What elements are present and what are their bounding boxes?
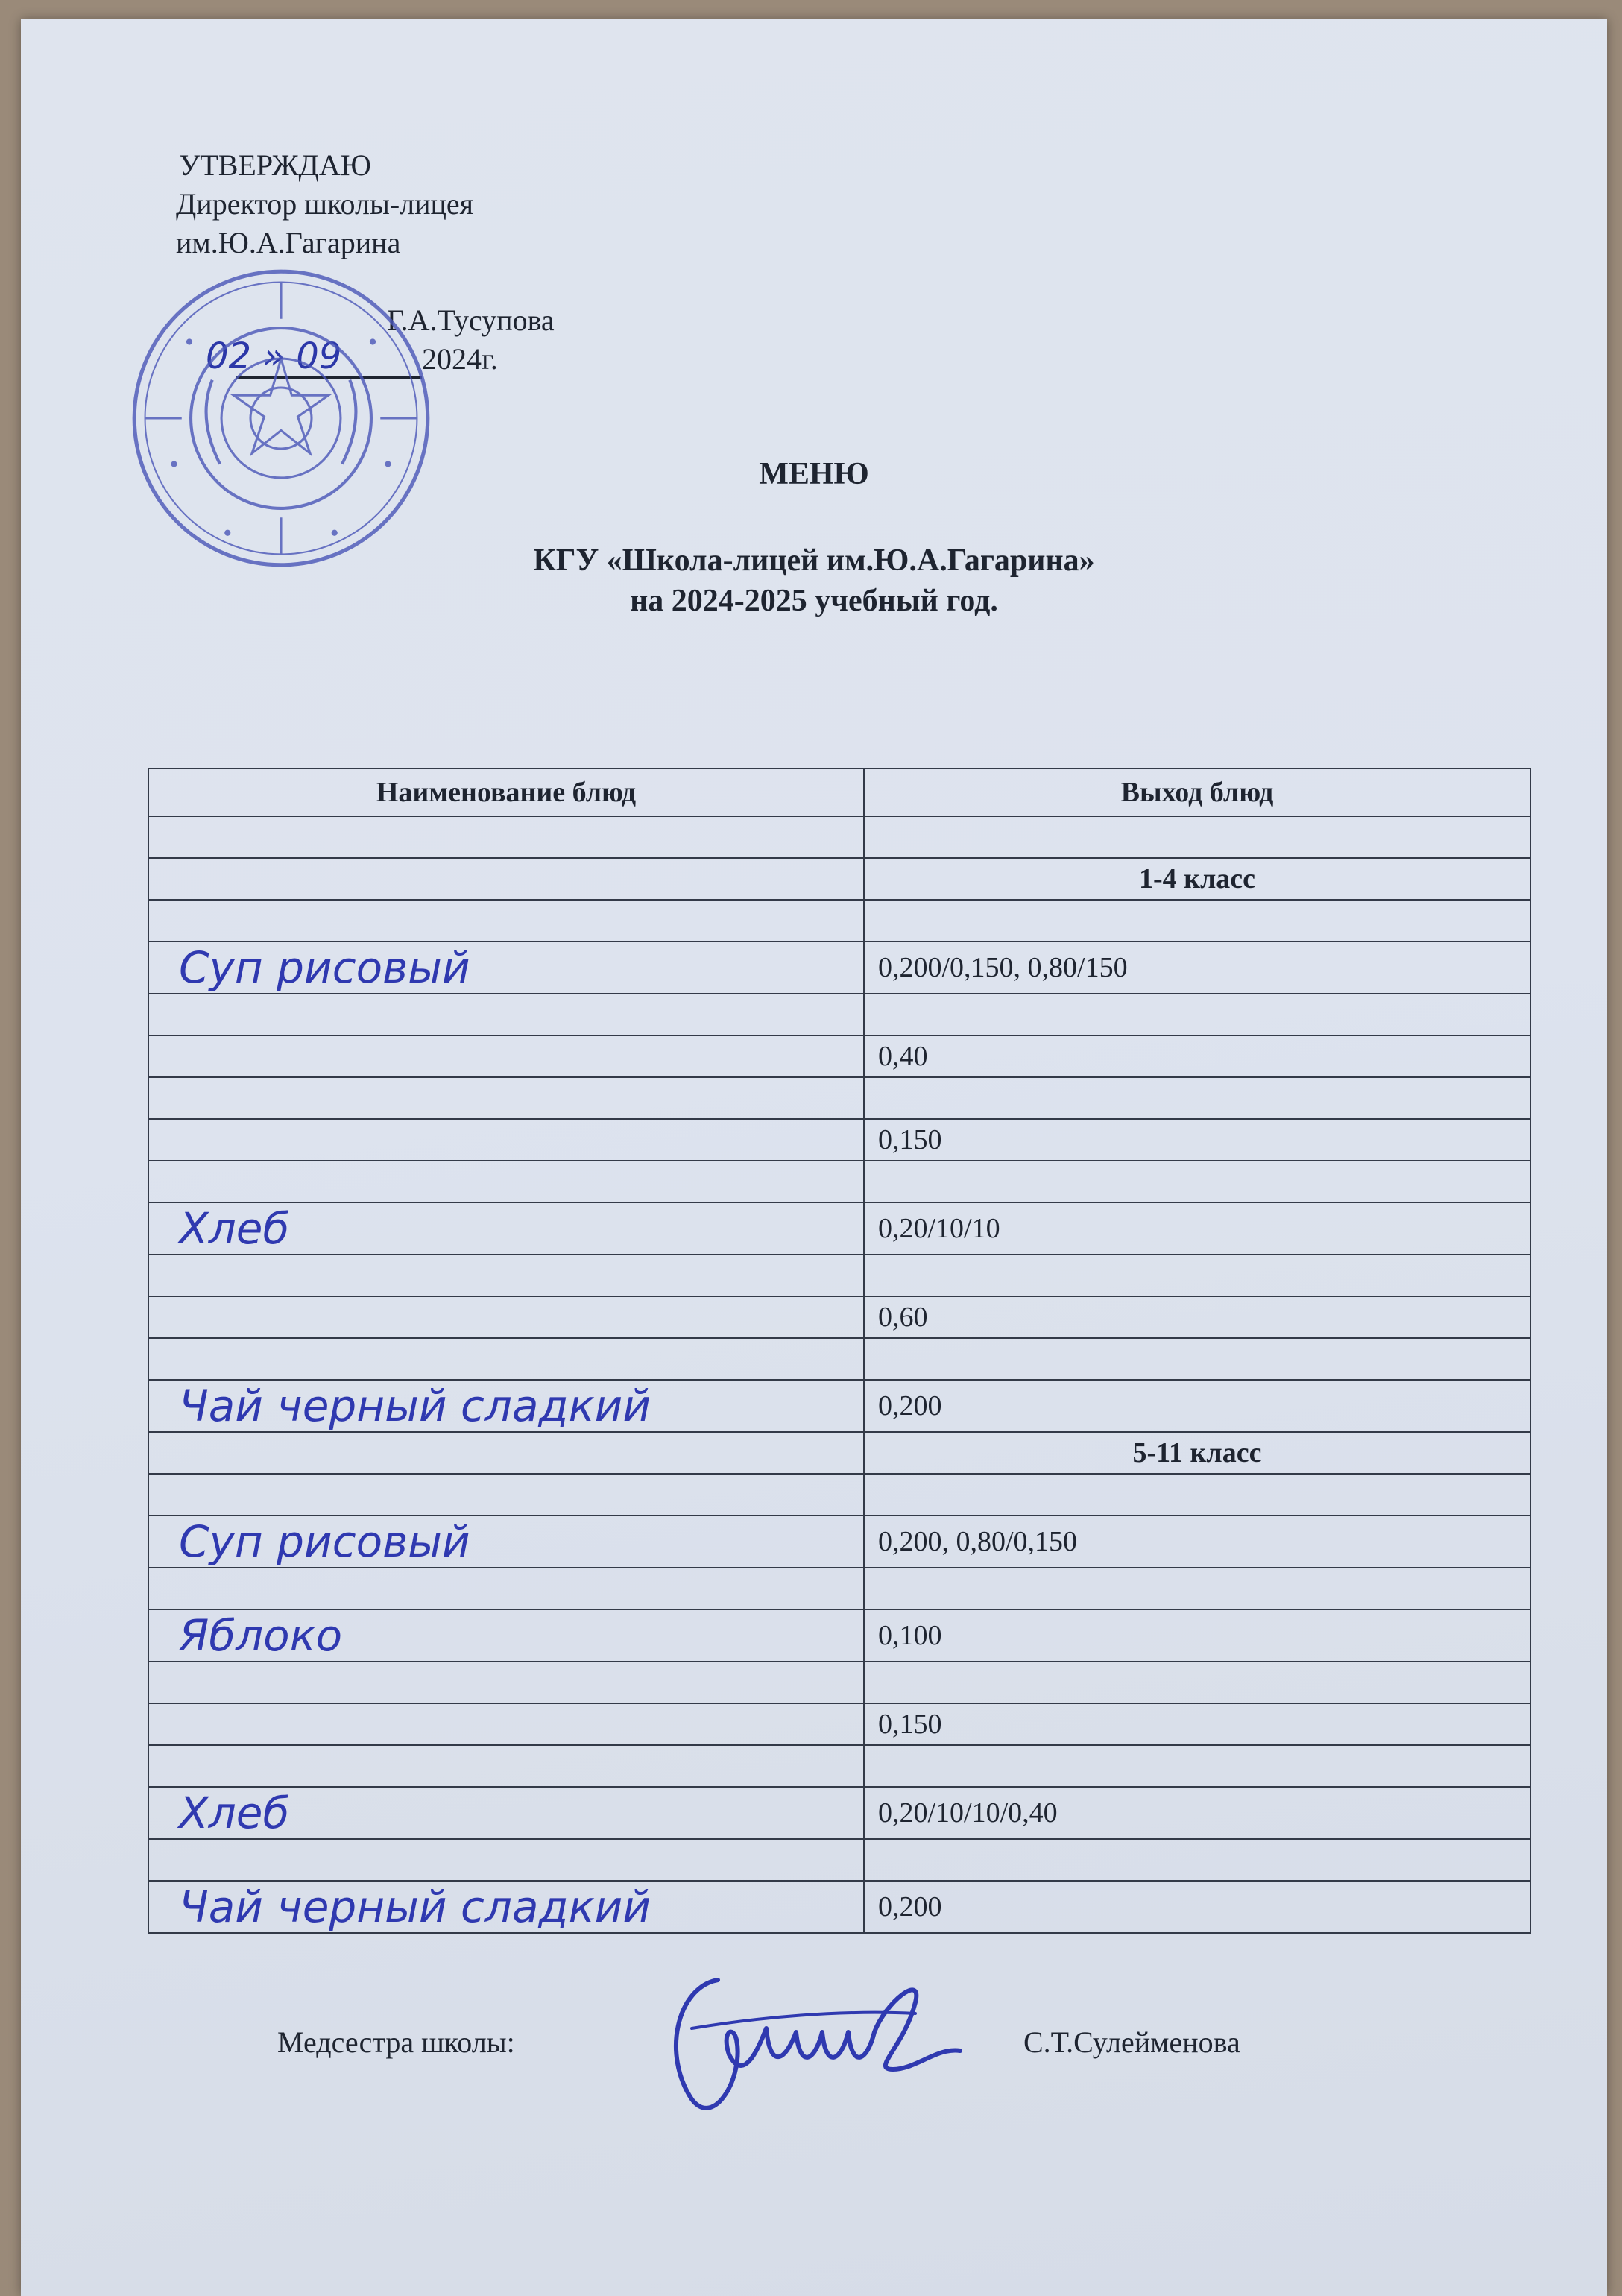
dish-name-handwritten xyxy=(148,1703,864,1745)
organization-name: КГУ «Школа-лицей им.Ю.А.Гагарина» xyxy=(533,543,1095,578)
column-header-dish: Наименование блюд xyxy=(148,769,864,816)
dish-yield: 0,60 xyxy=(864,1296,1530,1338)
dish-name-handwritten xyxy=(148,1161,864,1202)
dish-yield: 0,200/0,150, 0,80/150 xyxy=(864,942,1530,994)
menu-table xyxy=(148,768,1531,1934)
dish-name-handwritten xyxy=(148,900,864,942)
table-row xyxy=(148,1745,1530,1787)
signature-icon xyxy=(647,1958,997,2122)
table-row xyxy=(148,1609,1530,1662)
dish-yield: 0,150 xyxy=(864,1119,1530,1161)
dish-yield xyxy=(864,900,1530,942)
table-row xyxy=(148,900,1530,942)
column-header-yield: Выход блюд xyxy=(864,769,1530,816)
dish-yield: 0,200 xyxy=(864,1380,1530,1432)
approval-school: им.Ю.А.Гагарина xyxy=(176,226,401,259)
dish-name-handwritten xyxy=(148,1432,864,1474)
dish-yield xyxy=(864,1568,1530,1609)
dish-name-handwritten: Чай черный сладкий xyxy=(148,1380,864,1432)
dish-name-handwritten xyxy=(148,1119,864,1161)
nurse-name: С.Т.Сулейменова xyxy=(1023,2025,1240,2059)
dish-name-handwritten xyxy=(148,1077,864,1119)
dish-yield xyxy=(864,1161,1530,1202)
dish-name-handwritten xyxy=(148,816,864,858)
official-seal-icon xyxy=(128,265,434,571)
dish-name-handwritten xyxy=(148,1745,864,1787)
table-row xyxy=(148,994,1530,1035)
dish-yield: 0,100 xyxy=(864,1609,1530,1662)
table-row xyxy=(148,1035,1530,1077)
dish-name-handwritten xyxy=(148,1035,864,1077)
dish-name-handwritten xyxy=(148,1296,864,1338)
table-row xyxy=(148,1380,1530,1432)
dish-name-handwritten: Хлеб xyxy=(148,1202,864,1255)
dish-yield: 0,150 xyxy=(864,1703,1530,1745)
dish-name-handwritten xyxy=(148,1568,864,1609)
table-row xyxy=(148,1881,1530,1933)
dish-name-handwritten: Чай черный сладкий xyxy=(148,1881,864,1933)
approval-position: Директор школы-лицея xyxy=(176,187,474,221)
menu-rows xyxy=(148,816,1530,1933)
nurse-label: Медсестра школы: xyxy=(277,2025,515,2059)
table-row xyxy=(148,1787,1530,1839)
dish-yield xyxy=(864,1662,1530,1703)
dish-yield xyxy=(864,1839,1530,1881)
approval-day-handwritten: 02 » 09 xyxy=(206,335,342,377)
dish-name-handwritten xyxy=(148,1255,864,1296)
table-row xyxy=(148,942,1530,994)
dish-name-handwritten: Суп рисовый xyxy=(148,1516,864,1568)
approval-title: УТВЕРЖДАЮ xyxy=(179,148,371,182)
dish-yield xyxy=(864,994,1530,1035)
director-name: Г.А.Тусупова xyxy=(387,303,555,337)
dish-yield xyxy=(864,1745,1530,1787)
approval-block xyxy=(176,146,555,377)
dish-yield: 0,40 xyxy=(864,1035,1530,1077)
table-row xyxy=(148,816,1530,858)
table-row xyxy=(148,1161,1530,1202)
dish-yield xyxy=(864,1474,1530,1516)
dish-yield: 0,200 xyxy=(864,1881,1530,1933)
table-row xyxy=(148,1296,1530,1338)
table-row xyxy=(148,1516,1530,1568)
dish-yield xyxy=(864,816,1530,858)
dish-name-handwritten: Хлеб xyxy=(148,1787,864,1839)
document-page xyxy=(21,19,1607,2296)
dish-yield: 0,20/10/10/0,40 xyxy=(864,1787,1530,1839)
academic-year: на 2024-2025 учебный год. xyxy=(630,584,998,618)
table-row xyxy=(148,1662,1530,1703)
grade-section-label: 1-4 класс xyxy=(864,858,1530,900)
table-row xyxy=(148,1703,1530,1745)
dish-yield xyxy=(864,1255,1530,1296)
dish-name-handwritten xyxy=(148,858,864,900)
dish-yield xyxy=(864,1338,1530,1380)
grade-section-label: 5-11 класс xyxy=(864,1432,1530,1474)
approval-year: 2024г. xyxy=(422,342,498,376)
dish-yield: 0,20/10/10 xyxy=(864,1202,1530,1255)
table-row xyxy=(148,1338,1530,1380)
table-row xyxy=(148,1077,1530,1119)
dish-name-handwritten xyxy=(148,1474,864,1516)
table-row xyxy=(148,1839,1530,1881)
dish-name-handwritten xyxy=(148,1839,864,1881)
table-row xyxy=(148,1474,1530,1516)
table-row xyxy=(148,858,1530,900)
dish-name-handwritten xyxy=(148,1338,864,1380)
dish-name-handwritten xyxy=(148,994,864,1035)
document-title: МЕНЮ xyxy=(759,457,869,491)
table-row xyxy=(148,1119,1530,1161)
dish-name-handwritten xyxy=(148,1662,864,1703)
dish-name-handwritten: Яблоко xyxy=(148,1609,864,1662)
table-row xyxy=(148,1568,1530,1609)
table-row xyxy=(148,1255,1530,1296)
dish-name-handwritten: Суп рисовый xyxy=(148,942,864,994)
table-row xyxy=(148,1432,1530,1474)
table-row xyxy=(148,1202,1530,1255)
dish-yield: 0,200, 0,80/0,150 xyxy=(864,1516,1530,1568)
dish-yield xyxy=(864,1077,1530,1119)
